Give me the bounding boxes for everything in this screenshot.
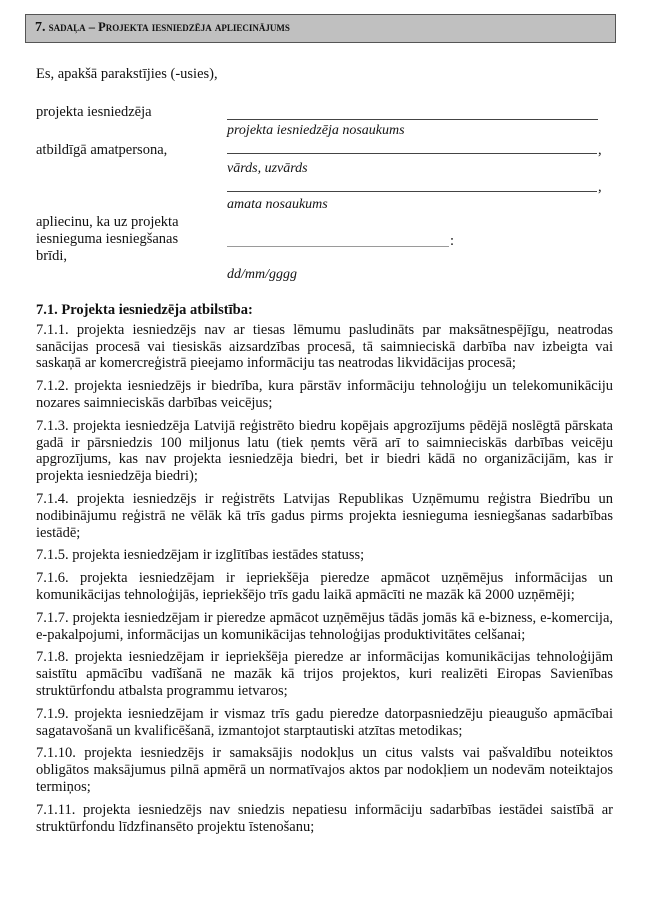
confirm-label-line-2: iesnieguma iesniegšanas (36, 231, 179, 247)
applicant-name-field[interactable] (227, 119, 598, 120)
list-item: 7.1.11. projekta iesniedzējs nav sniedzis nepatiesu informāciju sadarbības iestādei saistībā ar struktūrfondu līdzfinansēto projektu īstenošanu; (36, 801, 613, 835)
section-number: 7. (35, 20, 46, 35)
list-item: 7.1.1. projekta iesniedzējs nav ar tiesas lēmumu pasludināts par maksātnespējīgu, neatrodas sanācijas procesā vai tiesiskās aizsardzības procesā, tā saimnieciskā darbība nav izbeigta vai saskaņā ar komercreģistrā pieejamo informāciju tas neatrodas likvidācijas procesā; (36, 321, 614, 372)
official-name-comma: , (598, 142, 602, 158)
list-item: 7.1.7. projekta iesniedzējam ir pieredze apmācot uzņēmējus tādās jomās kā e-bizness, e-komercija, e-pakalpojumi, informācijas un komunikācijas tehnoloģijas produktivitātes celšanai; (36, 609, 614, 643)
confirm-label-line-1: apliecinu, ka uz projekta (36, 214, 179, 230)
applicant-name-hint: projekta iesniedzēja nosaukums (227, 123, 405, 138)
section-7-1-heading: 7.1. Projekta iesniedzēja atbilstība: (36, 302, 253, 318)
intro-text: Es, apakšā parakstījies (-usies), (36, 66, 218, 82)
list-item: 7.1.9. projekta iesniedzējam ir vismaz trīs gadu pieredze datorpasniedzēju pieaugušo apmācībai sagatavošanā un kvalificēšanā, izmantojot starptautiski atzītas metodikas; (36, 705, 614, 739)
official-label: atbildīgā amatpersona, (36, 142, 168, 158)
official-name-field[interactable] (227, 153, 597, 154)
position-title-comma: , (598, 179, 602, 195)
section-7-1 (36, 302, 613, 841)
position-title-hint: amata nosaukums (227, 197, 328, 212)
section-header (25, 14, 616, 43)
section-title-text: sadaļa – Projekta iesniedzēja apliecinājums (48, 20, 290, 34)
position-title-field[interactable] (227, 191, 597, 192)
list-item: 7.1.5. projekta iesniedzējam ir izglītības iestādes statuss; (36, 547, 365, 564)
confirm-label-line-3: brīdi, (36, 248, 68, 264)
date-field[interactable] (227, 246, 449, 247)
list-item: 7.1.6. projekta iesniedzējam ir iepriekšēja pieredze apmācot uzņēmējus informācijas un komunikācijas tehnoloģijās, iepriekšējo trīs gadu laikā apmācīti ne mazāk kā 2000 uzņēmēji; (36, 570, 614, 603)
section-title (35, 20, 290, 36)
applicant-label: projekta iesniedzēja (36, 104, 152, 120)
list-item: 7.1.8. projekta iesniedzējam ir iepriekšēja pieredze ar informācijas komunikācijas tehnoloģijām saistītu apmācību vadīšanā ne mazāk kā trijos projektos, kuri realizēti Eiropas Savienības struktūrfondu atbalsta programmu ietvaros; (36, 649, 613, 699)
list-item: 7.1.4. projekta iesniedzējs ir reģistrēts Latvijas Republikas Uzņēmumu reģistra Biedrību un nodibinājumu reģistrā ne vēlāk kā trīs gadus pirms projekta iesnieguma iesniegšanas sadarbības iestādē; (36, 490, 614, 541)
list-item: 7.1.10. projekta iesniedzējs ir samaksājis nodokļus un citus valsts vai pašvaldību noteiktos obligātos maksājumus pilnā apmērā un normatīvajos aktos par nodokļiem un nodevām noteiktajos termiņos; (36, 745, 614, 795)
date-format-hint: dd/mm/gggg (227, 267, 297, 282)
official-name-hint: vārds, uzvārds (227, 161, 308, 176)
list-item: 7.1.3. projekta iesniedzēja Latvijā reģistrēto biedru kopējais apgrozījums pēdējā noslēgtā pārskata gadā ir pārsniedzis 100 miljonus latu (tiek ņemts vērā arī to saimnieciskās darbības veicēju apgrozījums, kas nav projekta iesniedzēja biedri, bet ir biedri kādā no organizācijām, kas ir projekta iesniedzēja biedri); (36, 417, 613, 485)
date-field-colon: : (450, 233, 455, 249)
list-item: 7.1.2. projekta iesniedzējs ir biedrība, kura pārstāv informāciju tehnoloģiju un telekomunikāciju nozares saimnieciskās darbības veicējus; (36, 378, 614, 411)
